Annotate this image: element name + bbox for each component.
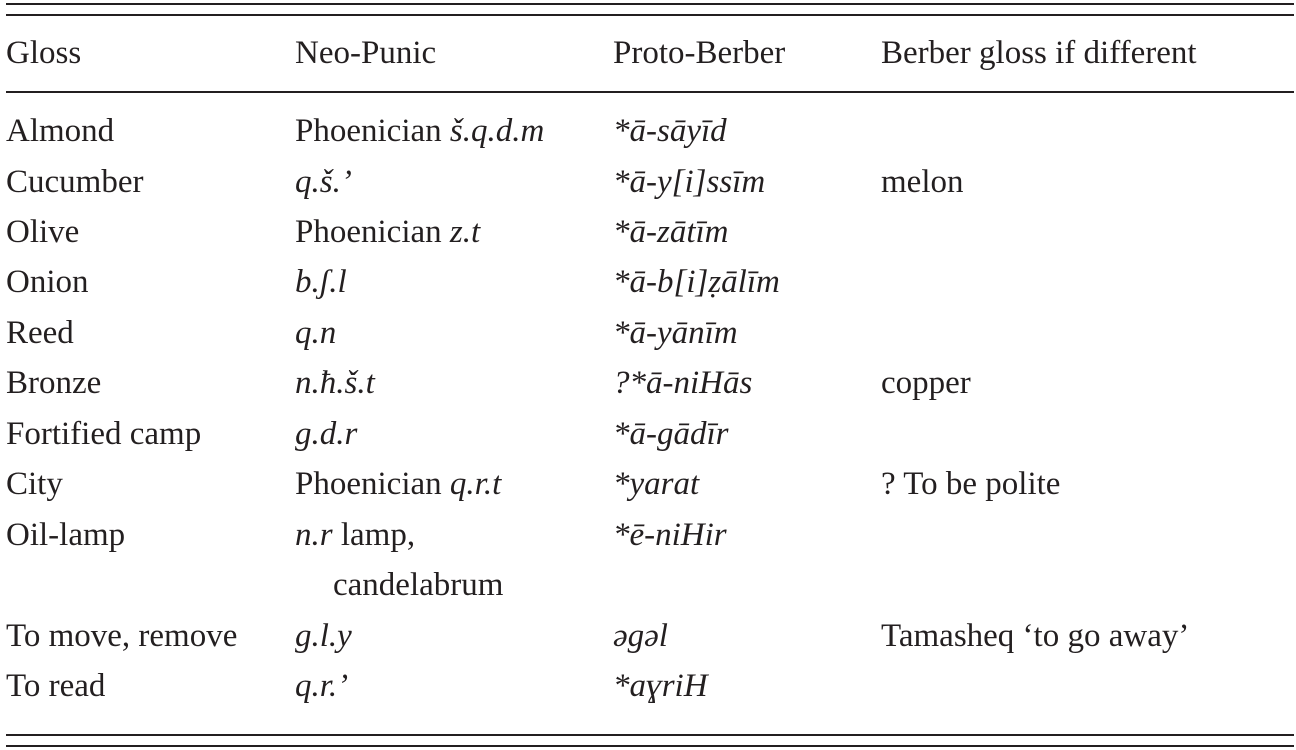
proto-berber-cell: *ā-yānīm — [613, 315, 738, 351]
neo-punic-prefix: Phoenician — [295, 466, 450, 502]
proto-berber-cell: *ā-y[i]ssīm — [613, 164, 766, 200]
berber-gloss-cell: copper — [881, 365, 971, 401]
gloss-cell: City — [6, 466, 63, 502]
gloss-cell: Onion — [6, 264, 89, 300]
gloss-cell: To read — [6, 668, 106, 704]
gloss-cell: Oil-lamp — [6, 517, 126, 553]
neo-punic-form: n.r — [295, 517, 333, 553]
neo-punic-form: g.l.y — [295, 618, 352, 654]
gloss-cell: Olive — [6, 214, 80, 250]
neo-punic-form: b.ʃ.l — [295, 264, 347, 300]
proto-berber-cell: *aɣriH — [613, 668, 708, 704]
proto-berber-cell: *ā-b[i]ẓālīm — [613, 264, 780, 300]
gloss-cell: Almond — [6, 113, 115, 149]
neo-punic-cell — [295, 106, 544, 156]
neo-punic-cell — [295, 611, 352, 661]
neo-punic-form: q.n — [295, 315, 337, 351]
proto-berber-cell: *yarat — [613, 466, 700, 502]
header-rule — [6, 91, 1294, 93]
neo-punic-cell — [295, 257, 347, 307]
proto-berber-cell: ?*ā-niHās — [613, 365, 753, 401]
bottom-rule-outer — [6, 745, 1294, 747]
header-berber-gloss: Berber gloss if different — [881, 35, 1197, 71]
neo-punic-prefix: Phoenician — [295, 113, 450, 149]
neo-punic-form: q.r.t — [449, 466, 502, 502]
neo-punic-form: g.d.r — [295, 416, 358, 452]
neo-punic-suffix: lamp, — [332, 517, 416, 553]
gloss-cell: Bronze — [6, 365, 102, 401]
neo-punic-form: š.q.d.m — [449, 113, 545, 149]
proto-berber-cell: *ē-niHir — [613, 517, 727, 553]
proto-berber-cell: *ā-gādīr — [613, 416, 729, 452]
bottom-rule-inner — [6, 734, 1294, 736]
neo-punic-form: q.š.’ — [295, 164, 352, 200]
neo-punic-cell — [295, 308, 336, 358]
neo-punic-cell — [295, 207, 480, 257]
neo-punic-cell — [295, 459, 501, 509]
header-gloss: Gloss — [6, 35, 82, 71]
gloss-cell: Cucumber — [6, 164, 144, 200]
header-neo-punic: Neo-Punic — [295, 35, 437, 71]
top-rule-outer — [6, 3, 1294, 5]
berber-gloss-cell: Tamasheq ‘to go away’ — [881, 618, 1190, 654]
header-proto-berber: Proto-Berber — [613, 35, 786, 71]
gloss-cell: To move, remove — [6, 618, 238, 654]
berber-gloss-cell: melon — [881, 164, 964, 200]
neo-punic-continuation: candelabrum — [333, 567, 504, 603]
neo-punic-form: z.t — [449, 214, 481, 250]
neo-punic-form: n.ħ.š.t — [295, 365, 375, 401]
proto-berber-cell: əgəl — [613, 618, 668, 654]
berber-gloss-cell: ? To be polite — [881, 466, 1061, 502]
top-rule-inner — [6, 14, 1294, 16]
neo-punic-cell — [295, 661, 348, 711]
proto-berber-cell: *ā-zātīm — [613, 214, 729, 250]
neo-punic-prefix: Phoenician — [295, 214, 450, 250]
neo-punic-cell — [295, 510, 415, 560]
neo-punic-cell — [295, 157, 352, 207]
neo-punic-cell — [295, 358, 375, 408]
gloss-cell: Reed — [6, 315, 74, 351]
neo-punic-form: q.r.’ — [295, 668, 349, 704]
proto-berber-cell: *ā-sāyīd — [613, 113, 727, 149]
neo-punic-cell — [295, 409, 357, 459]
gloss-cell: Fortified camp — [6, 416, 202, 452]
